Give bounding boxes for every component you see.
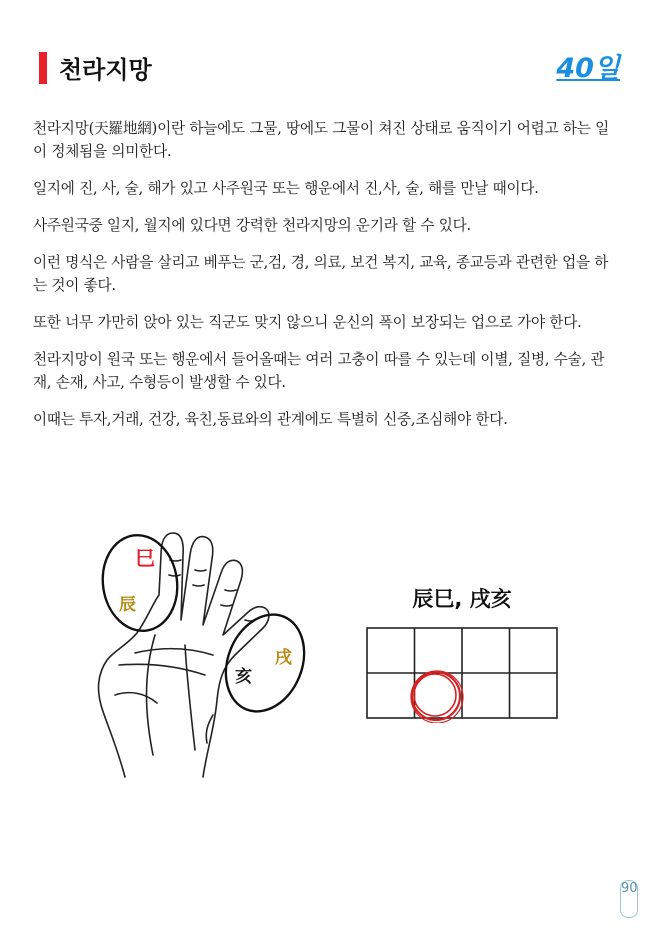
paragraph: 이때는 투자,거래, 건강, 육친,동료와의 관계에도 특별히 신중,조심해야 한다. [33,411,508,428]
grid-illustration [360,578,565,723]
page-title: 천라지망 [59,56,152,84]
char-jin-label: 辰 [119,595,136,615]
paragraph: 또한 너무 가만히 앉아 있는 직군도 맞지 않으니 운신의 폭이 보장되는 업으로 가야 한다. [33,314,582,331]
char-hae-label: 亥 [235,667,252,687]
day-label-link[interactable]: 40일 [556,53,620,84]
title-accent-bar [39,52,47,84]
hand-illustration [95,515,325,780]
page-number: 90 [620,880,638,918]
char-sul-label: 戌 [275,648,292,668]
hand-outline [99,533,269,777]
body-text [33,117,621,445]
char-si-label: 巳 [135,546,155,570]
paragraph: 일지에 진, 사, 술, 해가 있고 사주원국 또는 행운에서 진,사, 술, 해를 만날 때이다. [33,180,539,197]
paragraph: 이런 명식은 사람을 살리고 베푸는 군,검, 경, 의료, 보건 복지, 교육, 종교등과 관련한 업을 하는 것이 좋다. [33,254,609,294]
paragraph: 천라지망(天羅地網)이란 하늘에도 그물, 땅에도 그물이 쳐진 상태로 움직이기 어렵고 하는 일이 정체됨을 의미한다. [33,120,610,160]
red-circle-marker [411,671,463,723]
paragraph: 사주원국중 일지, 월지에 있다면 강력한 천라지망의 운기라 할 수 있다. [33,217,471,234]
paragraph: 천라지망이 원국 또는 행운에서 들어올때는 여러 고충이 따를 수 있는데 이별, 질병, 수술, 관재, 손재, 사고, 수형등이 발생할 수 있다. [33,351,605,391]
grid-caption: 辰巳, 戌亥 [412,587,512,611]
